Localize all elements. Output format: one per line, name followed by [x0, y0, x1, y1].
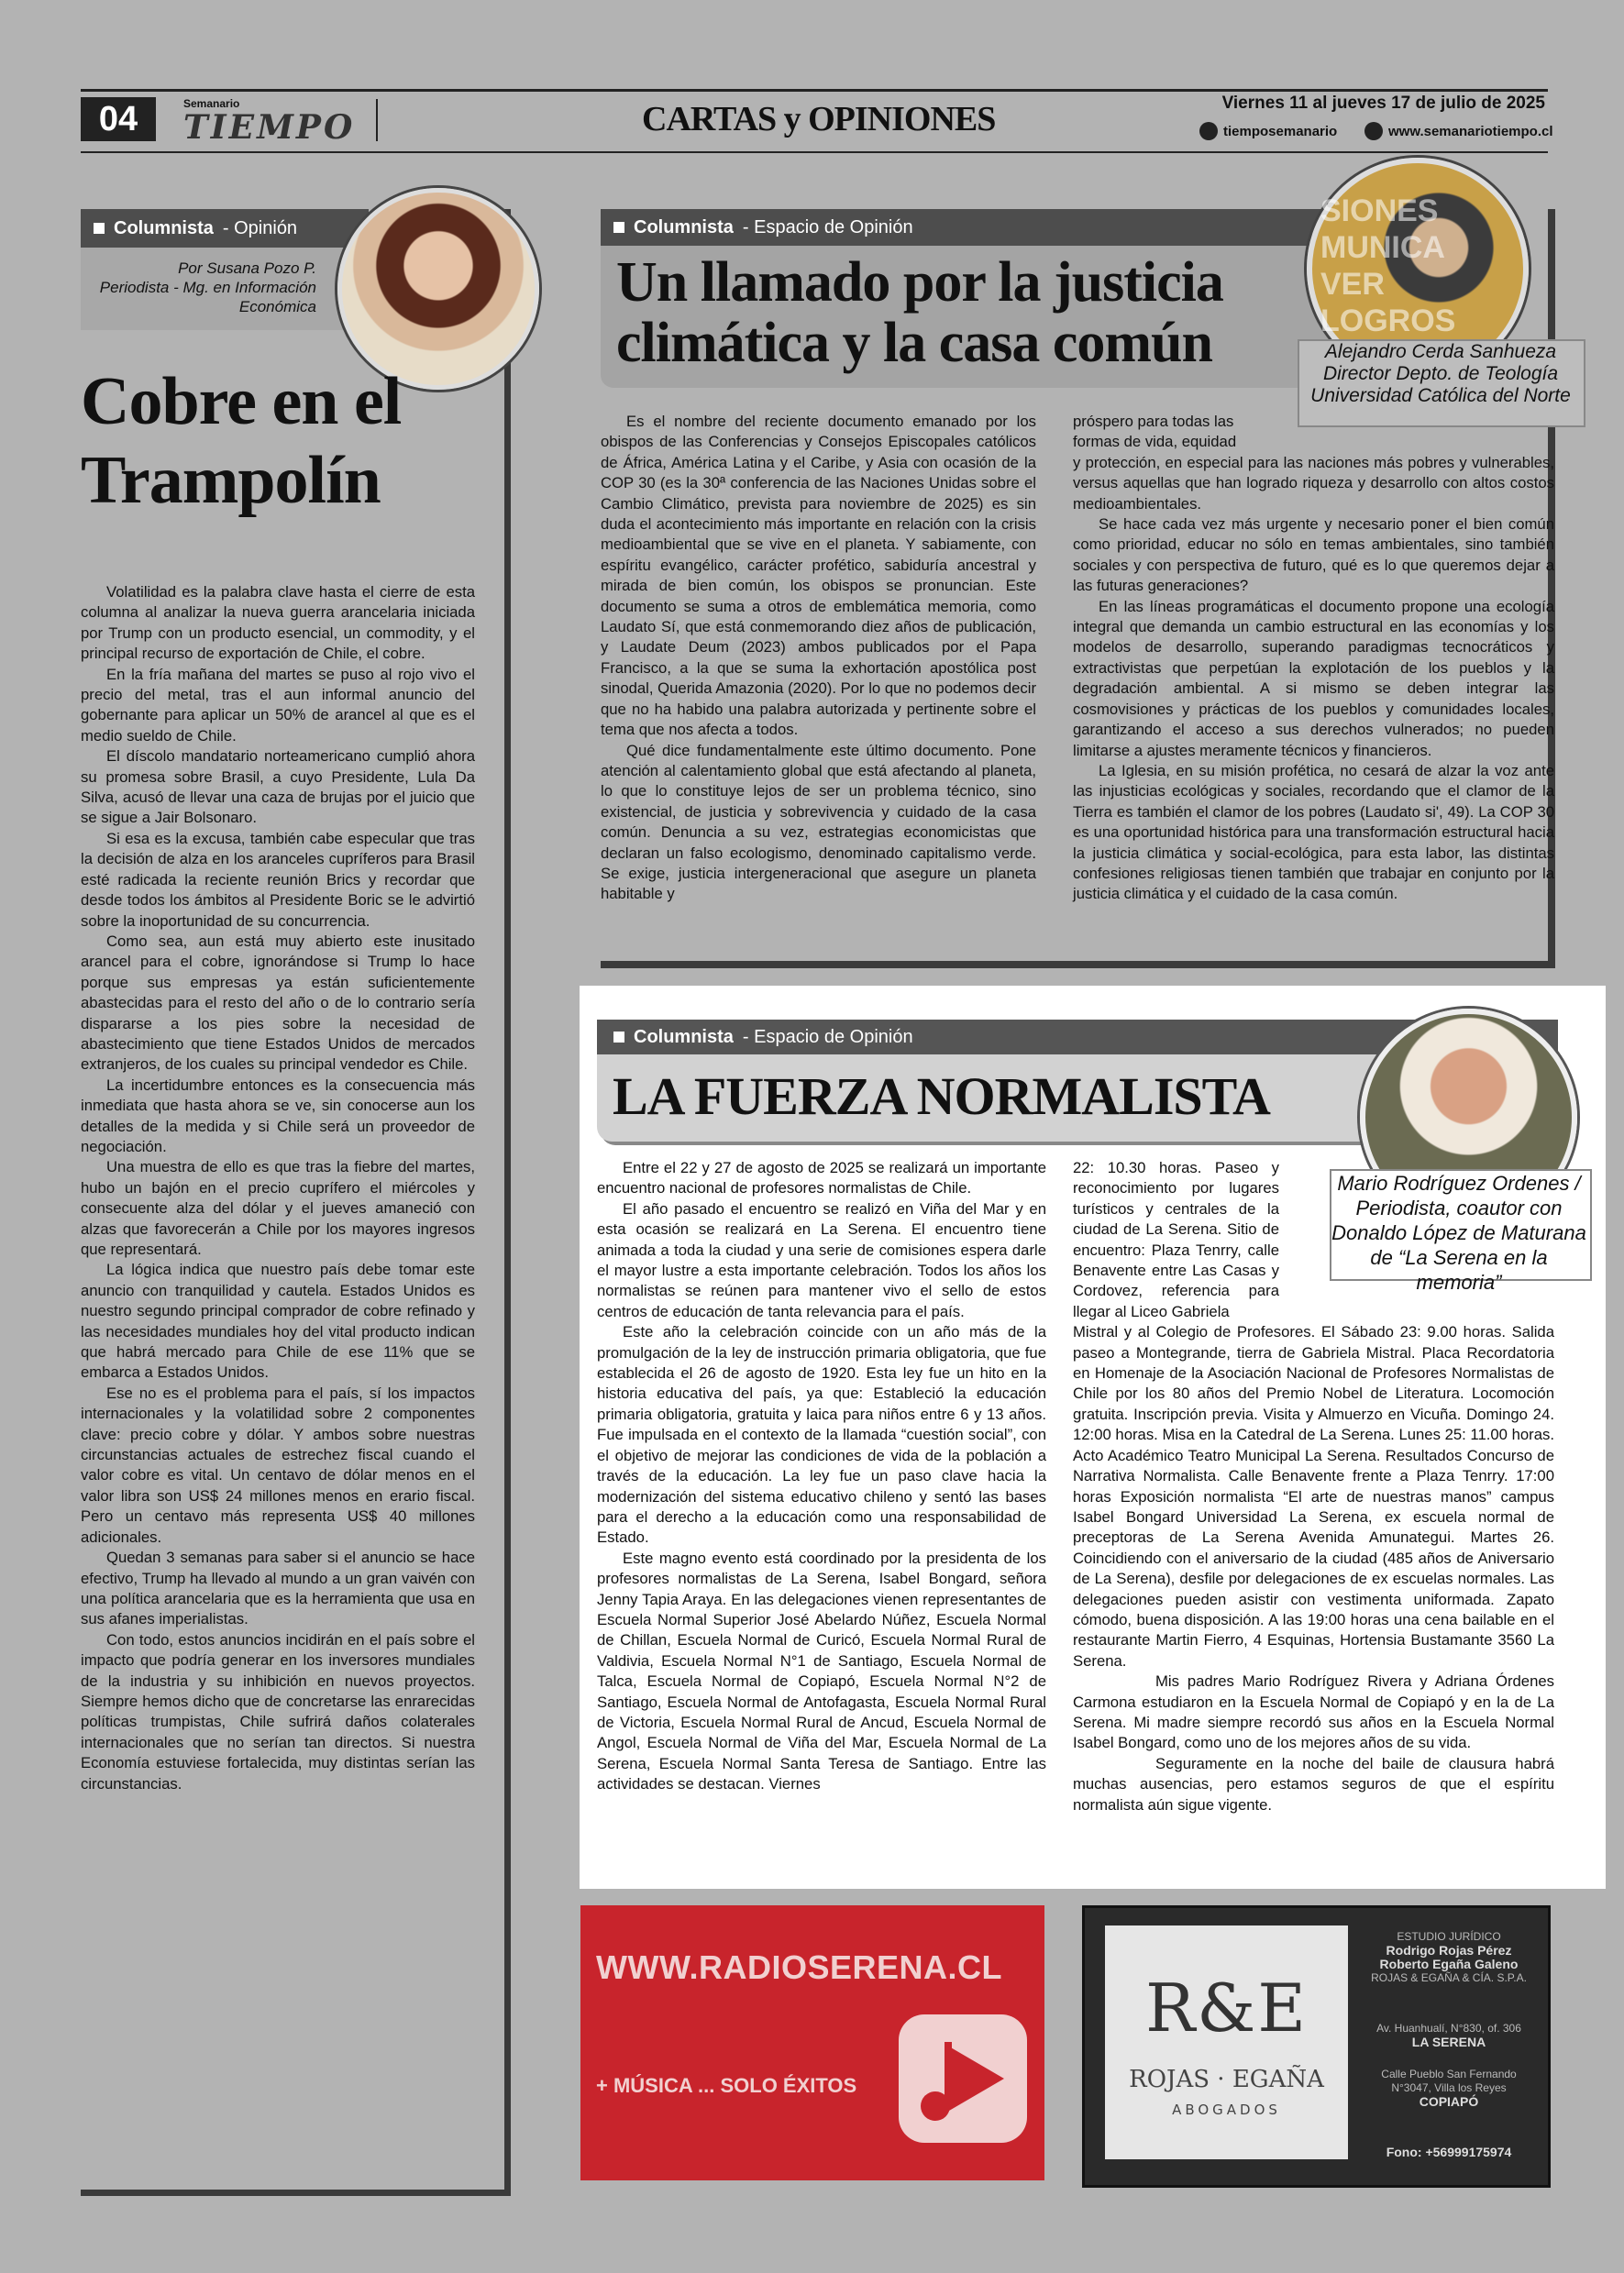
- paragraph: Mistral y al Colegio de Profesores. El Sábado 23: 9.00 horas. Salida paseo a Montegrande, tierra de Gabriela Mistral. Placa Recordatoria en Homenaje de la Asociación Nacional de Profesores Normalistas de Chile por los 80 años del Premio Nobel de Literatura. Locomoción gratuita. Inscripción previa. Visita y Almuerzo en Vicuña. Domingo 24. 12:00 horas. Misa en la Catedral de La Serena. Lunes 25: 11.00 horas. Acto Académico Teatro Municipal La Serena. Resultados Concurso de Narrativa Normalista. Calle Benavente frente a Plaza Tenrry. 17:00 horas Exposición normalista “El arte de nuestras manos” campus Isabel Bongard Universidad La Serena, ex escuela normal de preceptoras de La Serena Avenida Amunategui. Martes 26. Coincidiendo con el aniversario de la ciudad (485 años de Aniversario de La Serena), desfile por delegaciones de ex escuelas normales. Las delegaciones pueden asistir con vestimenta uniformada. Zapato cómodo, buena disposición. A las 19:00 horas una cena bailable en el restaurante Martin Fierro, 4 Esquinas, Hortensia Bustamante 3560 La Serena.: [1073, 1323, 1554, 1670]
- author-title-cont: Económica: [238, 298, 316, 315]
- law-city: LA SERENA: [1411, 2035, 1486, 2049]
- brand-logo: TIEMPO: [183, 108, 356, 147]
- square-bullet-icon: [613, 222, 624, 233]
- paragraph: Una muestra de ello es que tras la fiebre del martes, hubo un bajón en el precio cuprífero el miércoles y consecuente alza del dólar y el jueves amaneció con alzas que favorecerán a Chile por los mayores ingresos que representará.: [81, 1158, 475, 1258]
- lawyer-name: Roberto Egaña Galeno: [1379, 1957, 1519, 1971]
- tag-sub: - Espacio de Opinión: [742, 216, 913, 237]
- caption-line: de “La Serena en la memoria”: [1370, 1246, 1548, 1294]
- author-name: Por Susana Pozo P.: [178, 259, 316, 277]
- paragraph: Qué dice fundamentalmente este último documento. Pone atención al calentamiento global que está afectando al planeta, lo que lo constituye lejos de ser un problema técnico, sino existencial, de justicia y sobrevivencia y cuidado de la casa común. Denuncia a su vez, estrategias economicistas que declaran un falso ecologismo, denominado capitalismo verde. Se exige, justicia intergeneracional que asegure un planeta habitable y: [601, 741, 1036, 903]
- caption-line: Universidad Católica del Norte: [1310, 385, 1571, 406]
- author-caption: [1300, 341, 1581, 407]
- caption-line: Alejandro Cerda Sanhueza: [1324, 341, 1557, 362]
- left-article-tag: [81, 209, 369, 248]
- law-firm-name: ROJAS · EGAÑA: [1129, 2066, 1324, 2093]
- law-address: Calle Pueblo San Fernando N°3047, Villa los Reyes: [1381, 2068, 1517, 2094]
- law-heading: ESTUDIO JURÍDICO: [1397, 1930, 1501, 1943]
- website-link[interactable]: [1364, 122, 1553, 140]
- tag-main: Columnista: [114, 217, 214, 238]
- header-rule-bottom: [81, 151, 1548, 153]
- law-phone: Fono: +56999175974: [1386, 2145, 1512, 2159]
- paragraph: Volatilidad es la palabra clave hasta el cierre de esta columna al analizar la nueva guerra arancelaria iniciada por Trump con un producto esencial, un commodity, y el principal recurso de exportación de Chile, el cobre.: [81, 583, 475, 663]
- caption-line: Periodista, coautor con: [1355, 1197, 1563, 1219]
- paragraph: Este año la celebración coincide con un año más de la promulgación de la ley de instrucción primaria obligatoria, que fue establecida el 26 de agosto de 1920. Esta ley fue un hito en la historia educativa del país, ya que: Estableció la educación primaria obligatoria, gratuita y laica para niños entre 6 y 13 años. Fue impulsada en el contexto de la llamada “cuestión social”, con el objetivo de mejorar las condiciones de vida de la población a través de la educación. La ley fue un paso clave hacia la modernización del sistema educativo chileno y sentó las bases para el derecho a la educación como una responsabilidad de Estado.: [597, 1323, 1046, 1547]
- tag-sub: - Opinión: [222, 217, 298, 238]
- paragraph: Se hace cada vez más urgente y necesario poner el bien común como prioridad, educar no sólo en temas ambientales, sino también sociales y con perspectiva de futuro, qué es lo que queremos dejar a las futuras generaciones?: [1073, 515, 1554, 595]
- facebook-link[interactable]: [1199, 122, 1337, 140]
- tag-sub: - Espacio de Opinión: [742, 1026, 913, 1047]
- radio-ad-url: WWW.RADIOSERENA.CL: [596, 1948, 1002, 1986]
- top-right-column-2: [1073, 412, 1554, 905]
- header-divider: [376, 99, 378, 141]
- bottom-right-article-headline: LA FUERZA NORMALISTA: [613, 1066, 1270, 1126]
- globe-icon: [1364, 122, 1383, 140]
- tag-main: Columnista: [634, 216, 734, 237]
- tag-main: Columnista: [634, 1026, 734, 1047]
- issue-date: Viernes 11 al jueves 17 de julio de 2025: [1221, 94, 1545, 113]
- caption-line: Director Depto. de Teología: [1322, 363, 1559, 384]
- top-right-article-tag: [601, 209, 1402, 246]
- paragraph: El año pasado el encuentro se realizó en Viña del Mar y en esta ocasión se realizará en La Serena. El encuentro tiene animada a toda la ciudad y una serie de comisiones espera darle el mayor lustre a esta importante celebración. Todos los años los normalistas se reúnen para mantener vivo el sello de estos centros de educación de tanta relevancia para el país.: [597, 1199, 1046, 1320]
- paragraph: Si esa es la excusa, también cabe especular que tras la decisión de alza en los aranceles cupríferos para Brasil esté radicada la reciente reunión Brics y recordar que desde todos los ámbitos al Presidente Boric se le advirtió sobre la inoportunidad de su concurrencia.: [81, 829, 475, 930]
- law-firm-line: ROJAS & EGAÑA & CÍA. S.P.A.: [1371, 1971, 1527, 1984]
- short-line: próspero para todas las: [1073, 413, 1234, 430]
- paragraph: Como sea, aun está muy abierto este inusitado arancel para el cobre, ignorándose si Trump lo hace porque sus empresas ya están suficientemente abastecidas para el resto del año o de lo contrario sería dispararse a los pies sobre la necesidad de abastecimiento que tiene Estados Unidos de mercados extranjeros, de los cuales su principal vendedor es Chile.: [81, 932, 475, 1074]
- header-rule-top: [81, 89, 1548, 92]
- bottom-right-column-2: [1073, 1158, 1554, 1815]
- paragraph: En la fría mañana del martes se puso al rojo vivo el precio del metal, tras el aun informal anuncio del gobernante para aplicar un 50% de arancel al que es el medio sueldo de Chile.: [81, 665, 475, 745]
- paragraph: Seguramente en la noche del baile de clausura habrá muchas ausencias, pero estamos seguros de que el espíritu normalista aún sigue vigente.: [1073, 1754, 1554, 1814]
- paragraph: La incertidumbre entonces es la consecuencia más inmediata que hasta ahora se ve, sin conocerse aun los detalles de la medida y si Chile será un proveedor de negociación.: [81, 1076, 475, 1155]
- paragraph: Este magno evento está coordinado por la presidenta de los profesores normalistas de La Serena, Isabel Bongard, señora Jenny Tapia Araya. En las delegaciones vienen representantes de Escuela Normal Superior José Abelardo Núñez, Escuela Normal de Chillan, Escuela Normal de Curicó, Escuela Normal Rural de Valdivia, Escuela Normal N°1 de Santiago, Escuela Normal de Talca, Escuela Normal de Copiapó, Escuela Normal N°2 de Santiago, Escuela Normal de Antofagasta, Escuela Normal Rural de Victoria, Escuela Normal Rural de Ancud, Escuela Normal de Angol, Escuela Normal de Viña del Mar, Escuela Normal de La Serena, Escuela Normal Santa Teresa de Santiago. Entre las actividades se destacan. Viernes: [597, 1549, 1046, 1793]
- left-article-headline: Cobre en el Trampolín: [81, 364, 402, 518]
- paragraph: En las líneas programáticas el documento propone una ecología integral que demanda un cambio estructural en las economías y los modelos de desarrollo, superando paradigmas tecnocráticos y extractivistas que perpetúan la explotación de los pueblos y la degradación ambiental. A si mismo se deben integrar las cosmovisiones y prácticas de los pueblos y comunidades locales, garantizando el acceso a sus derechos vulnerados; no pueden limitarse a ajustes meramente técnicos y financieros.: [1073, 597, 1554, 759]
- paragraph: Es el nombre del reciente documento emanado por los obispos de las Conferencias y Consejos Episcopales católicos de África, América Latina y el Caribe, y Asia con ocasión de la COP 30 (es la 30ª conferencia de las Naciones Unidas sobre el Cambio Climático, prevista para noviembre de 2025) es sin duda el acontecimiento más importante en relación con la crisis medioambiental que se vive en el planeta. Y sabiamente, con espíritu evangélico, carácter profético, sabiduría ancestral y mirada de bien común, los obispos se pronuncian. Este documento se suma a otros de emblemática memoria, como Laudato Sí, que está conmemorando diez años de publicación, y Laudate Deum (2023) ambos publicados por el Papa Francisco, a la que se suma la exhortación apostólica post sinodal, Querida Amazonia (2020). Por lo que no podemos decir que no ha habido una palabra autorizada y pertinente sobre el tema que nos afecta a todos.: [601, 413, 1036, 739]
- paragraph: Con todo, estos anuncios incidirán en el país sobre el impacto que podría generar en los inversores mundiales de la industria y su inhibición en nuevos proyectos. Siempre hemos dicho que de concretarse las enrarecidas políticas trumpistas, Chile sufrirá daños colaterales internacionales que no serían tan directos. Si nuestra Economía estuviese fortalecida, muy distintas serían las circunstancias.: [81, 1630, 475, 1793]
- law-city: COPIAPÓ: [1419, 2094, 1479, 2109]
- square-bullet-icon: [613, 1032, 624, 1043]
- left-author-byline: [92, 259, 316, 316]
- radio-play-icon: [894, 2010, 1032, 2147]
- left-article-body: [81, 582, 475, 1794]
- author-title: Periodista - Mg. en Información: [99, 279, 316, 296]
- bottom-right-column-1: [597, 1158, 1046, 1795]
- paragraph: La lógica indica que nuestro país debe tomar este anuncio con tranquilidad y cautela. Estados Unidos es nuestro segundo principal comprador de cobre refinado y las necesidades mundiales hoy del vital producto indican que habrá mercado para Chile de ese 11% que se embarca a Estados Unidos.: [81, 1261, 475, 1382]
- short-line: formas de vida, equidad: [1073, 433, 1237, 451]
- paragraph: 22: 10.30 horas. Paseo y reconocimiento por lugares turísticos y centrales de la ciudad de La Serena. Sitio de encuentro: Plaza Tenrry, calle Benavente entre Las Casas y Cordovez, referencia para llegar al Liceo Gabriela: [1073, 1159, 1279, 1320]
- paragraph: La Iglesia, en su misión profética, no cesará de alzar la voz ante las injusticias ecológicas y sociales, recordando que el clamor de la Tierra es también el clamor de los pobres (Laudato si', 49). La COP 30 es una oportunidad histórica para una transformación estructural hacia la justicia climática y social-ecológica, para esta labor, las distintas confesiones religiosas tienen también que trabajar en conjunto por la justicia climática y el cuidado de la casa común.: [1073, 761, 1554, 903]
- top-right-column-1: [601, 412, 1036, 905]
- paragraph: Mis padres Mario Rodríguez Rivera y Adriana Órdenes Carmona estudiaron en la Escuela Normal de Copiapó y en la de La Serena. Mi madre siempre recordó sus años en la Escuela Normal Isabel Bongard, como uno de los mejores años de su vida.: [1073, 1672, 1554, 1752]
- website-url: www.semanariotiempo.cl: [1388, 123, 1553, 139]
- section-title: CARTAS y OPINIONES: [642, 100, 996, 138]
- law-info: [1362, 1930, 1536, 2159]
- brand-subtitle: Semanario: [183, 97, 240, 110]
- law-monogram: R&E: [1145, 1970, 1308, 2047]
- facebook-icon: [1199, 122, 1218, 140]
- paragraph: El díscolo mandatario norteamericano cumplió ahora su promesa sobre Brasil, a cuyo Presidente, Lula Da Silva, acusó de llevar una caza de brujas por el juicio que se sigue a Jair Bolsonaro.: [81, 747, 475, 827]
- square-bullet-icon: [94, 223, 105, 234]
- paragraph: Ese no es el problema para el país, sí los impactos internacionales y la volatilidad sobre 2 componentes clave: precio cobre y dólar. Y ambos sobre nuestras circunstancias actuales de estrechez fiscal cuando el valor cobre es vital. Un centavo de dólar menos en el valor libra son US$ 24 millones menos en erario fiscal. Pero un centavo más representa US$ 40 millones adicionales.: [81, 1384, 475, 1546]
- top-right-article-headline: Un llamado por la justicia climática y la casa común: [616, 251, 1223, 374]
- caption-line: Donaldo López de Maturana: [1331, 1221, 1586, 1244]
- page-number: 04: [81, 97, 156, 141]
- lawyer-name: Rodrigo Rojas Pérez: [1386, 1943, 1512, 1958]
- photo-background-text: SIONES MUNICA VER LOGROS: [1320, 193, 1456, 338]
- radio-ad-slogan: + MÚSICA ... SOLO ÉXITOS: [596, 2074, 857, 2097]
- facebook-handle: tiemposemanario: [1223, 123, 1338, 139]
- law-firm-sub: ABOGADOS: [1172, 2102, 1281, 2118]
- paragraph: y protección, en especial para las naciones más pobres y vulnerables, versus aquellas que han logrado riqueza y desarrollo con altos costos medioambientales.: [1073, 453, 1554, 513]
- paragraph: Quedan 3 semanas para saber si el anuncio se hace efectivo, Trump ha llevado al mundo a un gran vaivén con una política arancelaria que es la herramienta que usa en sus afanes imperialistas.: [81, 1549, 475, 1628]
- paragraph: Entre el 22 y 27 de agosto de 2025 se realizará un importante encuentro nacional de profesores normalistas de Chile.: [597, 1159, 1046, 1197]
- law-address: Av. Huanhualí, N°830, of. 306: [1376, 2022, 1521, 2035]
- author-photo: [337, 188, 539, 390]
- caption-line: Mario Rodríguez Ordenes /: [1337, 1172, 1581, 1195]
